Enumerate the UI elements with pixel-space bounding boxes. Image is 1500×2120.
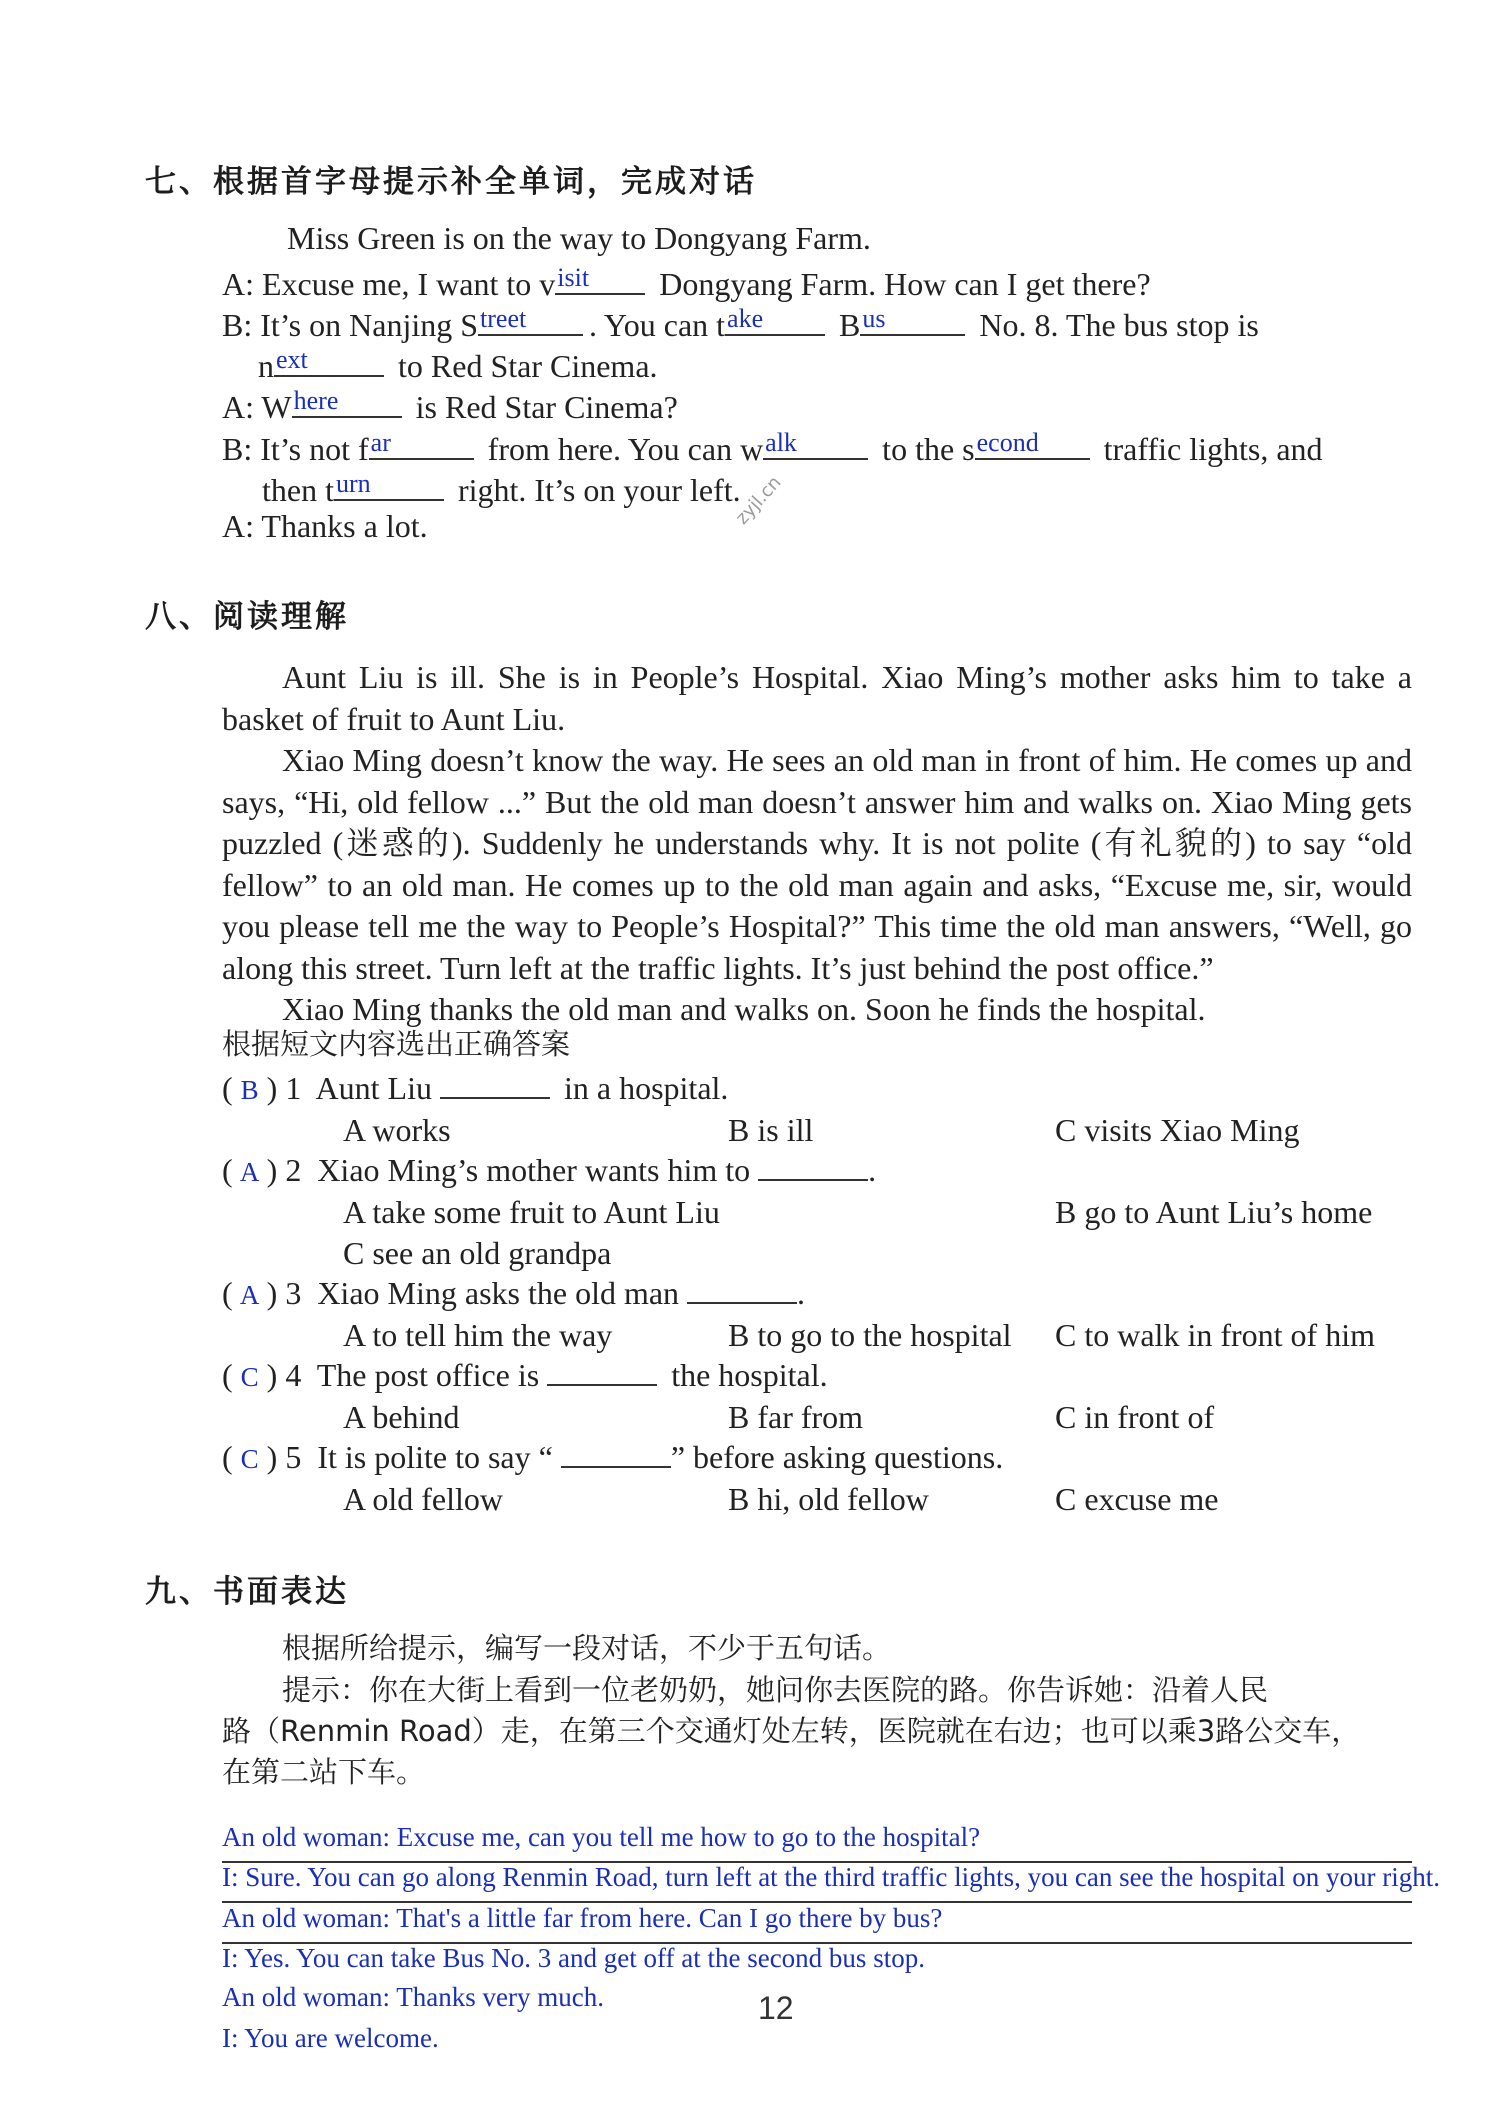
dialogue-line-3: n ext to Red Star Cinema. [258,345,658,384]
question-4: ( C ) 4 The post office is the hospital. [222,1357,828,1393]
dialogue-line-5: B: It’s not f ar from here. You can w alk to the s econd traffic lights, and [222,428,1323,467]
answer-blank [478,304,583,336]
watermark: zyjl.cn [731,472,786,529]
writing-hint-line-2: 路（Renmin Road）走，在第三个交通灯处左转，医院就在右边；也可以乘3路公交车， [222,1714,1361,1748]
answer-blank [975,428,1090,460]
answer-blank [274,345,384,377]
choice-a: A to tell him the way [343,1317,613,1353]
section-8-title: 八、阅读理解 [145,599,349,635]
choice-b: B to go to the hospital [728,1317,1012,1353]
question-1: ( B ) 1 Aunt Liu in a hospital. [222,1070,729,1106]
dialogue-line-2: B: It’s on Nanjing S treet . You can t ake B us No. 8. The bus stop is [222,304,1259,343]
question-blank [440,1071,550,1099]
dialogue-line-7: A: Thanks a lot. [222,508,428,544]
dialogue-line-1: A: Excuse me, I want to v isit Dongyang Farm. How can I get there? [222,263,1151,302]
choice-b: B go to Aunt Liu’s home [1055,1194,1373,1230]
passage-paragraph-2: Xiao Ming doesn’t know the way. He sees an old man in front of him. He comes up and says, “Hi, old fellow ...” But the old man doesn’t answer him and walks on. Xiao Ming gets puzzled (迷惑的). Suddenly he understands why. It is not polite (有礼貌的) to say “old fellow” to an old man. He comes up to the old man again and asks, “Excuse me, sir, would you please tell me the way to People’s Hospital?” This time the old man answers, “Well, go along this street. Turn left at the traffic lights. It’s just behind the post office.” [222,742,1412,986]
handwritten-answer: urn [335,469,371,498]
choice-b: B hi, old fellow [728,1481,929,1517]
answer-blank [860,304,965,336]
answer-blank [292,386,402,418]
handwritten-response-line: I: Yes. You can take Bus No. 3 and get off at the second bus stop. [222,1943,925,1973]
choice-c: C in front of [1055,1399,1215,1435]
answer-blank [555,263,645,295]
question-blank [687,1276,797,1304]
choice-b: B far from [728,1399,864,1435]
handwritten-answer: econd [976,428,1039,457]
reading-instruction: 根据短文内容选出正确答案 [222,1027,571,1061]
passage-paragraph-3: Xiao Ming thanks the old man and walks on. Soon he finds the hospital. [282,991,1206,1027]
question-5: ( C ) 5 It is polite to say “ ” before asking questions. [222,1439,1004,1475]
handwritten-answer: ake [727,304,764,333]
handwritten-answer: us [862,304,886,333]
handwritten-response-line: An old woman: Thanks very much. [222,1982,604,2012]
dialogue-intro: Miss Green is on the way to Dongyang Farm. [287,220,871,256]
question-blank [758,1153,868,1181]
handwritten-response-line: I: Sure. You can go along Renmin Road, turn left at the third traffic lights, you can see the hospital on your right. [222,1862,1441,1892]
question-blank [561,1440,671,1468]
answer-blank [369,428,474,460]
section-7-title: 七、根据首字母提示补全单词，完成对话 [145,164,757,200]
question-2: ( A ) 2 Xiao Ming’s mother wants him to . [222,1152,877,1188]
choice-b: B is ill [728,1112,814,1148]
handwritten-answer: treet [480,304,527,333]
dialogue-line-6: then t urn right. It’s on your left. [262,469,741,508]
reading-passage [222,657,1412,1031]
question-answer: C [240,1444,259,1474]
handwritten-answer: ext [276,345,308,374]
writing-hint-line-1: 提示：你在大街上看到一位老奶奶，她问你去医院的路。你告诉她：沿着人民 [282,1673,1269,1707]
page-number: 12 [758,1990,794,2026]
choice-a: A works [343,1112,451,1148]
question-answer: A [239,1157,260,1187]
question-answer: C [240,1362,259,1392]
answer-blank [763,428,868,460]
choice-c: C visits Xiao Ming [1055,1112,1300,1148]
answer-blank [725,304,825,336]
question-3: ( A ) 3 Xiao Ming asks the old man . [222,1275,806,1311]
handwritten-response-line: I: You are welcome. [222,2023,439,2053]
handwritten-answer: alk [765,428,797,457]
handwritten-answer: here [293,386,339,415]
handwritten-answer: ar [370,428,391,457]
handwritten-response-line: An old woman: Excuse me, can you tell me how to go to the hospital? [222,1822,981,1852]
choice-c: C to walk in front of him [1055,1317,1375,1353]
choice-c: C see an old grandpa [343,1235,612,1271]
question-answer: B [240,1075,259,1105]
choice-a: A old fellow [343,1481,503,1517]
question-blank [547,1358,657,1386]
writing-instruction: 根据所给提示，编写一段对话，不少于五句话。 [282,1631,892,1665]
question-answer: A [239,1280,260,1310]
handwritten-answer: isit [557,263,590,292]
passage-paragraph-1: Aunt Liu is ill. She is in People’s Hospital. Xiao Ming’s mother asks him to take a basket of fruit to Aunt Liu. [222,659,1412,737]
handwritten-response-line: An old woman: That's a little far from here. Can I go there by bus? [222,1903,943,1933]
choice-a: A behind [343,1399,460,1435]
section-9-title: 九、书面表达 [145,1574,349,1610]
answer-blank [334,469,444,501]
dialogue-line-4: A: W here is Red Star Cinema? [222,386,678,425]
choice-c: C excuse me [1055,1481,1219,1517]
writing-hint-line-3: 在第二站下车。 [222,1755,426,1789]
choice-a: A take some fruit to Aunt Liu [343,1194,720,1230]
